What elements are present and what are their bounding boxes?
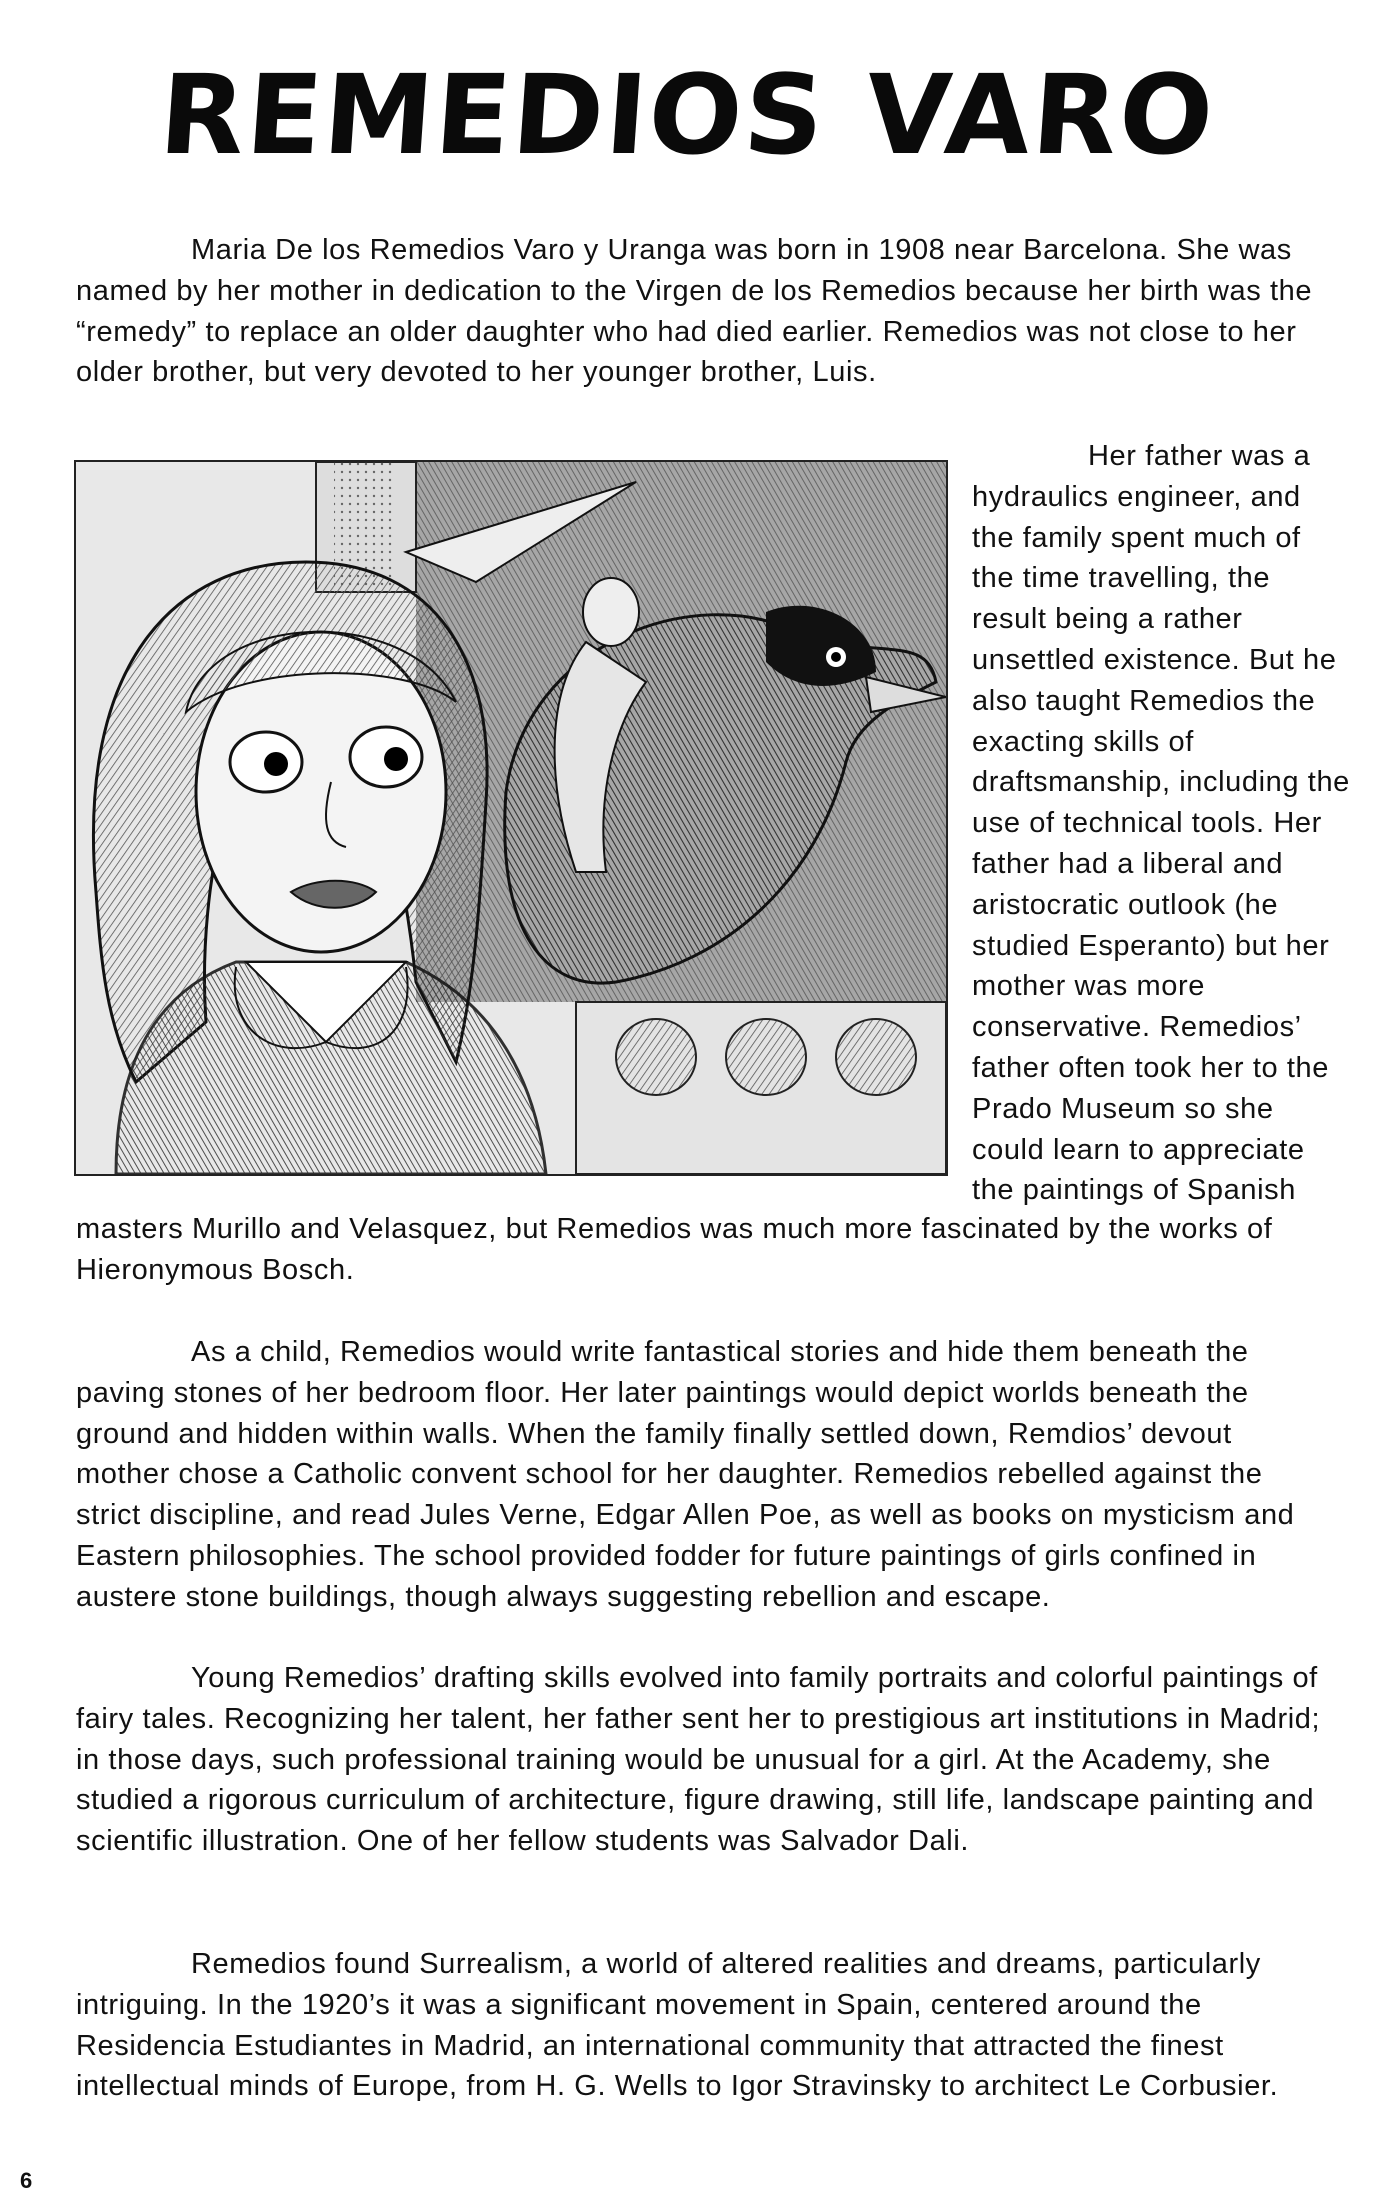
paragraph-1 — [76, 230, 1332, 393]
paragraph-5-text: Remedios found Surrealism, a world of altered realities and dreams, particularly intriguing. In the 1920’s it was a significant movement in Spain, centered around the Residencia Estudiantes in Madrid, an international community that attracted the finest intellectual minds of Europe, from H. G. Wells to Igor Stravinsky to architect Le Corbusier. — [76, 1948, 1279, 2103]
paragraph-2-continuation: masters Murillo and Velasquez, but Remedios was much more fascinated by the works of Hieronymous Bosch. — [76, 1213, 1273, 1286]
paragraph-1-text: Maria De los Remedios Varo y Uranga was born in 1908 near Barcelona. She was named by her mother in dedication to the Virgen de los Remedios because her birth was the “remedy” to replace an older daughter who had died earlier. Remedios was not close to her older brother, but very devoted to her younger brother, Luis. — [76, 234, 1313, 389]
illustration-girl-with-bosch-painting — [74, 460, 948, 1176]
paragraph-3-text: As a child, Remedios would write fantastical stories and hide them beneath the paving stones of her bedroom floor. Her later paintings would depict worlds beneath the ground and hidden within walls. When the family finally settled down, Remdios’ devout mother chose a Catholic convent school for her daughter. Remedios rebelled against the strict discipline, and read Jules Verne, Edgar Allen Poe, as well as books on mysticism and Eastern philosophies. The school provided fodder for future paintings of girls confined in austere stone buildings, though always suggesting rebellion and escape. — [76, 1336, 1295, 1613]
page-number: 6 — [20, 2168, 33, 2193]
paragraph-5 — [76, 1944, 1332, 2107]
page-title: REMEDIOS VARO — [155, 51, 1220, 179]
paragraph-4-text: Young Remedios’ drafting skills evolved into family portraits and colorful paintings of fairy tales. Recognizing her talent, her father sent her to prestigious art institutions in Madrid; in those days, such professional training would be unusual for a girl. At the Academy, she studied a rigorous curriculum of architecture, figure drawing, still life, landscape painting and scientific illustration. One of her fellow students was Salvador Dali. — [76, 1662, 1321, 1858]
paragraph-2-side-text — [972, 436, 1350, 1211]
paragraph-3 — [76, 1332, 1332, 1618]
paragraph-2-side: Her father was a hydraulics engineer, and the family spent much of the time travelling, the result being a rather unsettled existence. But he also taught Remedios the exacting skills of draftsmanship, including the use of technical tools. Her father had a liberal and aristocratic outlook (he studied Esperanto) but her mother was more conservative. Remedios’ father often took her to the Prado Museum so she could learn to appreciate the paintings of Spanish — [972, 440, 1350, 1207]
paragraph-4 — [76, 1658, 1332, 1862]
